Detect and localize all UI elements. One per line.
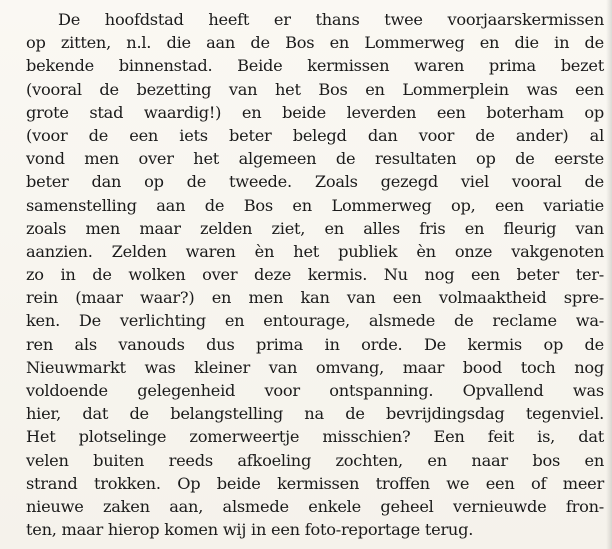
text-line-19: Het plotselinge zomerweertje misschien? Een feit is, dat xyxy=(26,427,604,447)
text-line-23: ten, maar hierop komen wij in een foto-reportage terug. xyxy=(26,520,474,540)
text-line-16: Nieuwmarkt was kleiner van omvang, maar bood toch nog xyxy=(26,357,604,377)
text-line-9: samenstelling aan de Bos en Lommerweg op, een variatie xyxy=(26,195,604,215)
text-line-20: velen buiten reeds afkoeling zochten, en naar bos en xyxy=(26,450,604,470)
text-line-11: aanzien. Zelden waren èn het publiek èn onze vakgenoten xyxy=(26,241,604,261)
text-line-12: zo in de wolken over deze kermis. Nu nog een beter ter- xyxy=(26,265,604,285)
scan-edge-shadow xyxy=(606,0,612,549)
text-line-1: De hoofdstad heeft er thans twee voorjaarskermissen xyxy=(58,10,604,29)
text-line-8: beter dan op de tweede. Zoals gezegd viel vooral de xyxy=(26,172,604,192)
article-text xyxy=(26,8,604,541)
text-line-13: rein (maar waar?) en men kan van een volmaaktheid spre- xyxy=(26,288,604,308)
text-line-6: (voor de een iets beter belegd dan voor de ander) al xyxy=(26,125,604,145)
text-line-21: strand trokken. Op beide kermissen troffen we een of meer xyxy=(26,473,604,493)
text-line-14: ken. De verlichting en entourage, alsmede de reclame wa- xyxy=(26,311,604,331)
text-line-15: ren als vanouds dus prima in orde. De kermis op de xyxy=(26,334,604,354)
text-line-3: bekende binnenstad. Beide kermissen waren prima bezet xyxy=(26,56,604,76)
text-line-7: vond men over het algemeen de resultaten op de eerste xyxy=(26,149,604,169)
text-line-2: op zitten, n.l. die aan de Bos en Lommerweg en die in de xyxy=(26,33,604,53)
text-line-4: (vooral de bezetting van het Bos en Lommerplein was een xyxy=(26,79,604,99)
text-line-10: zoals men maar zelden ziet, en alles fris en fleurig van xyxy=(26,218,604,238)
text-line-5: grote stad waardig!) en beide leverden een boterham op xyxy=(26,102,604,122)
text-line-17: voldoende gelegenheid voor ontspanning. Opvallend was xyxy=(26,381,604,400)
text-line-22: nieuwe zaken aan, alsmede enkele geheel vernieuwde fron- xyxy=(26,496,604,516)
text-line-18: hier, dat de belangstelling na de bevrijdingsdag tegenviel. xyxy=(26,404,604,424)
